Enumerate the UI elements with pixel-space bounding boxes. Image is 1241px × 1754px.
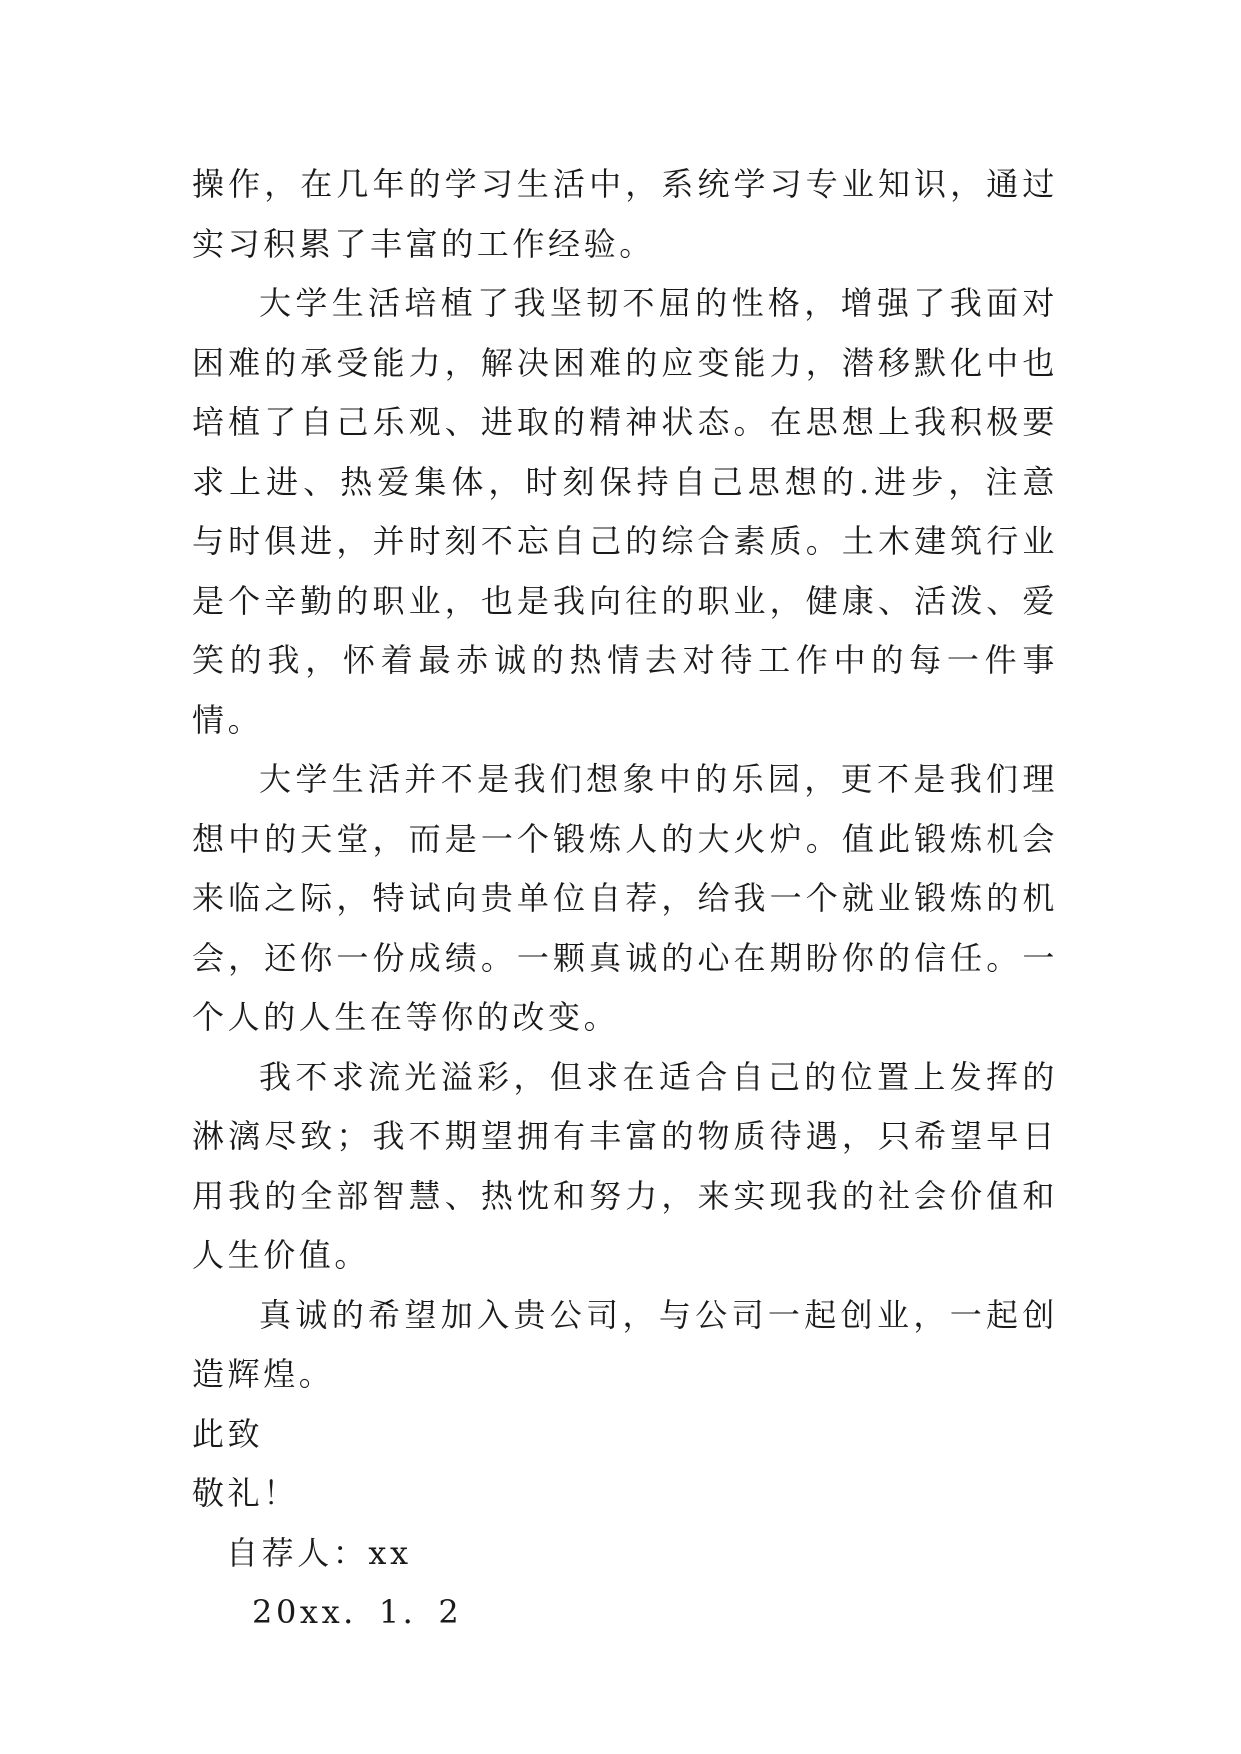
paragraph-character: 大学生活培植了我坚韧不屈的性格，增强了我面对困难的承受能力，解决困难的应变能力，潜移默化中也培植了自己乐观、进取的精神状态。在思想上我积极要求上进、热爱集体，时刻保持自己思想的.进步，注意与时俱进，并时刻不忘自己的综合素质。土木建筑行业是个辛勤的职业，也是我向往的职业，健康、活泼、爱笑的我，怀着最赤诚的热情去对待工作中的每一件事情。: [192, 284, 1058, 739]
paragraph-hope: 真诚的希望加入贵公司，与公司一起创业，一起创造辉煌。: [192, 1295, 1058, 1393]
paragraph-college-life: 大学生活并不是我们想象中的乐园，更不是我们理想中的天堂，而是一个锻炼人的大火炉。值此锻炼机会来临之际，特试向贵单位自荐，给我一个就业锻炼的机会，还你一份成绩。一颗真诚的心在期盼你的信任。一个人的人生在等你的改变。: [192, 760, 1058, 1036]
signature-line: 自荐人：xx: [226, 1533, 412, 1572]
date-line: 20xx．1．2: [252, 1593, 463, 1631]
closing-salutation: 此致: [192, 1414, 264, 1453]
letter-body: [192, 155, 1058, 1643]
paragraph-continuation: 操作，在几年的学习生活中，系统学习专业知识，通过实习积累了丰富的工作经验。: [192, 165, 1058, 263]
closing-regards: 敬礼！: [192, 1474, 299, 1512]
paragraph-aspiration: 我不求流光溢彩，但求在适合自己的位置上发挥的淋漓尽致；我不期望拥有丰富的物质待遇，只希望早日用我的全部智慧、热忱和努力，来实现我的社会价值和人生价值。: [192, 1057, 1058, 1274]
